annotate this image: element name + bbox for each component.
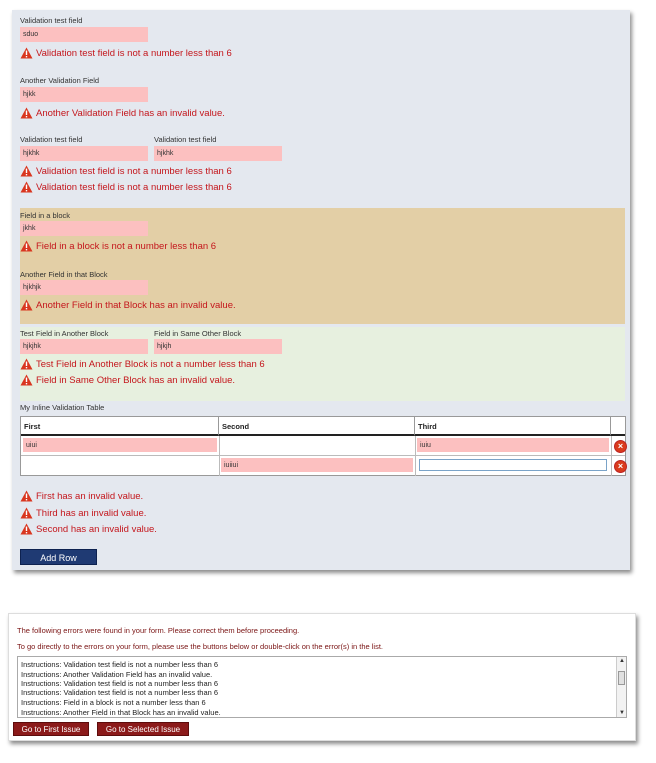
inline-validation-table [20,416,626,476]
warning-icon [20,47,33,59]
table-cell-input[interactable]: iuiiui [221,458,413,472]
error-list[interactable] [17,656,627,718]
go-to-first-issue-button[interactable]: Go to First Issue [13,722,89,736]
error-message: Second has an invalid value. [20,523,157,536]
column-header-first: First [21,417,219,436]
error-message: Validation test field is not a number less than 6 [20,181,232,194]
field-label: Validation test field [20,16,83,25]
list-item[interactable]: Instructions: Validation test field is not a number less than 6 [21,679,219,688]
scroll-down-icon[interactable]: ▼ [619,710,625,716]
warning-icon [20,165,33,177]
warning-icon [20,490,33,502]
table-cell-input[interactable]: uiui [23,438,217,452]
form-panel [12,10,630,570]
list-item[interactable]: Instructions: Validation test field is not a number less than 6 [21,660,219,669]
list-item[interactable]: Instructions: Field in a block is not a number less than 6 [21,698,206,707]
summary-instructions: To go directly to the errors on your form, please use the buttons below or double-click on the error(s) in the list. [17,642,384,651]
error-message: Another Field in that Block has an invalid value. [20,299,236,312]
error-message: Third has an invalid value. [20,507,146,520]
delete-row-icon[interactable]: × [614,440,627,453]
warning-icon [20,181,33,193]
scroll-up-icon[interactable]: ▲ [619,658,625,664]
list-item[interactable]: Instructions: Another Validation Field has an invalid value. [21,670,213,679]
scrollbar-thumb[interactable] [618,671,625,685]
field-label: Validation test field [154,135,217,144]
warning-icon [20,523,33,535]
validation-test-field-input[interactable]: hjkhk [20,146,148,161]
add-row-button[interactable]: Add Row [20,549,97,565]
error-message: Validation test field is not a number less than 6 [20,47,232,60]
another-field-in-block-input[interactable]: hjkhjk [20,280,148,295]
error-summary-panel [8,613,636,741]
field-label: Field in Same Other Block [154,329,242,338]
divider [415,436,416,476]
validation-test-field-input[interactable]: hjkhk [154,146,282,161]
field-block-tan [20,208,625,324]
table-cell-input-focused[interactable] [419,459,607,471]
error-message: First has an invalid value. [20,490,143,503]
error-message: Validation test field is not a number less than 6 [20,165,232,178]
warning-icon [20,299,33,311]
delete-row-icon[interactable]: × [614,460,627,473]
field-label: Another Validation Field [20,76,100,85]
table-title: My Inline Validation Table [20,403,105,412]
warning-icon [20,358,33,370]
warning-icon [20,240,33,252]
divider [219,436,220,476]
error-message: Field in Same Other Block has an invalid value. [20,374,235,387]
another-validation-field-input[interactable]: hjkk [20,87,148,102]
list-item[interactable]: Instructions: Validation test field is not a number less than 6 [21,688,219,697]
column-header-third: Third [415,417,611,436]
field-same-other-block-input[interactable]: hjkjh [154,339,282,354]
field-label: Test Field in Another Block [20,329,109,338]
list-item[interactable]: Instructions: Another Field in that Block has an invalid value. [21,708,221,717]
error-message: Field in a block is not a number less than 6 [20,240,216,253]
field-block-green [20,327,625,401]
go-to-selected-issue-button[interactable]: Go to Selected Issue [97,722,189,736]
error-message: Test Field in Another Block is not a number less than 6 [20,358,265,371]
warning-icon [20,107,33,119]
divider [21,455,625,456]
validation-test-field-input[interactable]: sduo [20,27,148,42]
scrollbar[interactable] [616,657,626,717]
error-message: Another Validation Field has an invalid value. [20,107,225,120]
warning-icon [20,507,33,519]
column-header-second: Second [219,417,415,436]
summary-message: The following errors were found in your form. Please correct them before proceeding. [17,626,300,635]
field-label: Field in a block [20,211,71,220]
test-field-another-block-input[interactable]: hjkjhk [20,339,148,354]
field-in-block-input[interactable]: jkhk [20,221,148,236]
column-header-actions [611,417,625,436]
divider [611,436,612,476]
field-label: Another Field in that Block [20,270,108,279]
table-cell-input[interactable]: iuiu [417,438,609,452]
warning-icon [20,374,33,386]
field-label: Validation test field [20,135,83,144]
